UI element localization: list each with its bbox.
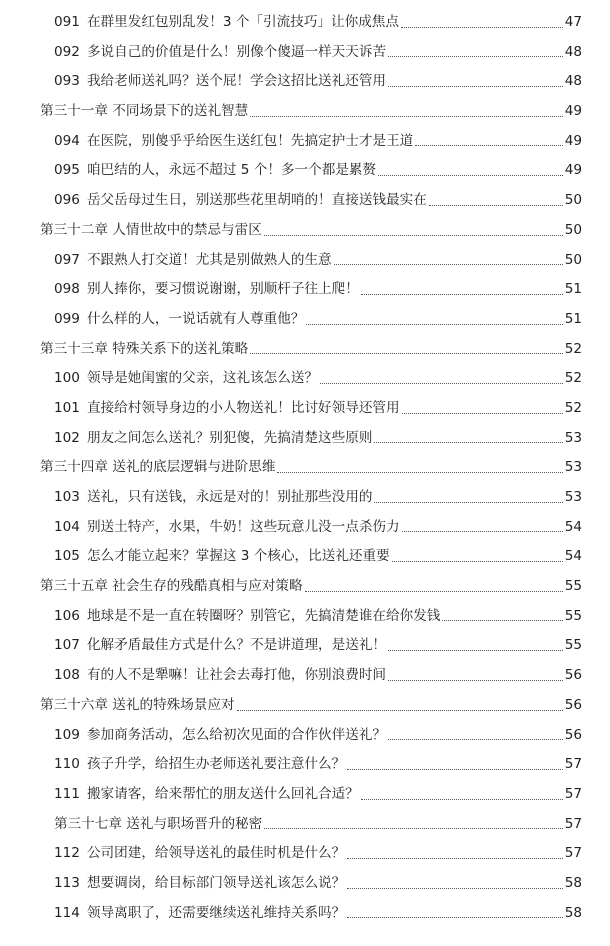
toc-page-number: 49 [564, 162, 582, 179]
dot-leader [374, 441, 562, 443]
toc-page-number: 52 [564, 340, 582, 357]
dot-leader [334, 263, 563, 265]
toc-entry-title [54, 550, 390, 564]
toc-page-number: 49 [564, 132, 582, 149]
toc-entry[interactable] [0, 305, 610, 335]
dot-leader [347, 857, 562, 859]
dot-leader [442, 619, 562, 621]
dot-leader [347, 768, 562, 770]
toc-entry-title [54, 815, 263, 832]
toc-entry-number: 096 [54, 192, 80, 209]
toc-entry-title [40, 580, 303, 594]
toc-entry[interactable] [0, 899, 610, 929]
dot-leader [378, 174, 563, 176]
dot-leader [374, 501, 562, 503]
toc-chapter-heading[interactable] [0, 453, 610, 483]
toc-entry-text: 多说自己的价值是什么！别像个傻逼一样天天诉苦 [86, 43, 387, 60]
toc-entry[interactable] [0, 186, 610, 216]
toc-entry-text: 地球是不是一直在转圈呀？别管它，先搞清楚谁在给你发钱 [86, 607, 441, 624]
toc-entry-title [54, 399, 400, 416]
toc-entry-title [54, 518, 400, 535]
toc-chapter-heading[interactable] [0, 335, 610, 365]
toc-entry[interactable] [0, 38, 610, 68]
toc-entry-text: 咱巴结的人，永远不超过 5 个！多一个都是累赘 [86, 162, 377, 179]
toc-entry-text: 什么样的人，一说话就有人尊重他？ [86, 310, 305, 327]
toc-entry-title [54, 874, 346, 891]
toc-entry-number: 108 [54, 667, 80, 684]
toc-entry-title [54, 639, 386, 653]
toc-entry[interactable] [0, 631, 610, 661]
toc-page-number: 51 [564, 310, 582, 327]
toc-page-number: 49 [564, 103, 582, 120]
toc-page-number: 57 [564, 845, 582, 862]
toc-entry-title [54, 758, 345, 772]
dot-leader [388, 85, 563, 87]
toc-chapter-heading[interactable] [0, 216, 610, 246]
toc-entry-title [40, 221, 262, 238]
toc-entry-text: 朋友之间怎么送礼？别犯傻，先搞清楚这些原则 [86, 429, 373, 446]
toc-entry-number: 109 [54, 726, 80, 743]
toc-entry-number: 095 [54, 162, 80, 179]
toc-entry-title [54, 785, 359, 802]
toc-chapter-heading[interactable] [0, 97, 610, 127]
dot-leader [402, 530, 563, 532]
toc-entry-number: 112 [54, 845, 80, 862]
toc-entry-text: 想要调岗，给目标部门领导送礼该怎么说？ [86, 874, 346, 891]
toc-entry-number: 102 [54, 429, 80, 446]
dot-leader [237, 709, 563, 711]
toc-entry-text: 第三十四章 送礼的底层逻辑与进阶思维 [40, 459, 276, 476]
toc-entry-text: 直接给村领导身边的小人物送礼！比讨好领导还管用 [86, 399, 400, 416]
toc-entry[interactable] [0, 246, 610, 276]
toc-entry-text: 送礼，只有送钱，永远是对的！别扯那些没用的 [86, 489, 373, 506]
dot-leader [306, 323, 562, 325]
toc-page-number: 50 [564, 221, 582, 238]
toc-entry[interactable] [0, 156, 610, 186]
dot-leader [392, 560, 563, 562]
toc-entry-title [54, 904, 346, 921]
toc-entry-text: 有的人不是犟嘛！让社会去毒打他，你别浪费时间 [86, 667, 387, 684]
toc-entry-title [54, 726, 387, 743]
toc-page-number: 57 [564, 785, 582, 802]
toc-entry-text: 孩子升学，给招生办老师送礼要注意什么？ [86, 756, 346, 773]
toc-entry-title [54, 194, 427, 208]
toc-entry-title [54, 491, 372, 505]
toc-page-number: 56 [564, 667, 582, 684]
toc-page-number: 54 [564, 518, 582, 535]
toc-page-number: 51 [564, 281, 582, 298]
toc-entry-text: 化解矛盾最佳方式是什么？不是讲道理，是送礼！ [86, 637, 387, 654]
toc-entry[interactable] [0, 661, 610, 691]
toc-entry[interactable] [0, 8, 610, 38]
toc-entry-number: 103 [54, 489, 80, 506]
toc-page-number: 56 [564, 696, 582, 713]
toc-page-number: 53 [564, 429, 582, 446]
toc-entry-number: 101 [54, 399, 80, 416]
toc-page-number: 52 [564, 370, 582, 387]
toc-page-number: 52 [564, 399, 582, 416]
toc-chapter-heading[interactable] [0, 691, 610, 721]
toc-entry-title [54, 847, 345, 861]
toc-entry-title [40, 696, 235, 713]
dot-leader [401, 26, 563, 28]
dot-leader [429, 204, 563, 206]
toc-entry[interactable] [0, 424, 610, 454]
toc-entry[interactable] [0, 364, 610, 394]
dot-leader [264, 827, 562, 829]
toc-page-number: 56 [564, 726, 582, 743]
dot-leader [264, 234, 563, 236]
dot-leader [250, 352, 562, 354]
dot-leader [361, 798, 563, 800]
toc-page-number: 54 [564, 548, 582, 565]
toc-entry[interactable] [0, 602, 610, 632]
toc-entry-title [54, 43, 387, 60]
toc-page-number: 50 [564, 251, 582, 268]
toc-entry-title [54, 310, 305, 327]
toc-entry-text: 领导离职了，还需要继续送礼维持关系吗？ [86, 904, 346, 921]
toc-page-number: 57 [564, 756, 582, 773]
toc-entry-title [54, 75, 386, 89]
toc-entry-text: 第三十七章 送礼与职场晋升的秘密 [54, 815, 263, 832]
toc-entry-number: 107 [54, 637, 80, 654]
toc-entry[interactable] [0, 513, 610, 543]
toc-entry-number: 110 [54, 756, 80, 773]
toc-entry-number: 106 [54, 607, 80, 624]
dot-leader [305, 590, 563, 592]
toc-entry-text: 参加商务活动，怎么给初次见面的合作伙伴送礼？ [86, 726, 387, 743]
toc-entry-number: 097 [54, 251, 80, 268]
toc-entry-text: 公司团建，给领导送礼的最佳时机是什么？ [86, 845, 346, 862]
dot-leader [347, 916, 562, 918]
toc-entry-text: 在群里发红包别乱发！3 个「引流技巧」让你成焦点 [86, 14, 399, 31]
toc-entry-title [40, 105, 248, 119]
toc-page-number: 47 [564, 14, 582, 31]
dot-leader [388, 55, 563, 57]
toc-page-number: 53 [564, 489, 582, 506]
toc-page-number: 55 [564, 607, 582, 624]
toc-entry-number: 104 [54, 518, 80, 535]
toc-chapter-heading[interactable] [0, 810, 610, 840]
toc-page-number: 58 [564, 874, 582, 891]
toc-entry[interactable] [0, 721, 610, 751]
toc-entry-number: 094 [54, 132, 80, 149]
toc-page-number: 58 [564, 904, 582, 921]
toc-page-number: 55 [564, 578, 582, 595]
toc-entry-text: 搬家请客，给来帮忙的朋友送什么回礼合适？ [86, 785, 359, 802]
toc-entry[interactable] [0, 127, 610, 157]
toc-entry-text: 别送土特产，水果，牛奶！这些玩意儿没一点杀伤力 [86, 518, 400, 535]
dot-leader [388, 679, 563, 681]
toc-entry-title [54, 251, 332, 268]
toc-entry-number: 100 [54, 370, 80, 387]
toc-entry-number: 111 [54, 785, 80, 802]
toc-entry-number: 114 [54, 904, 80, 921]
dot-leader [361, 293, 563, 295]
toc-entry-number: 113 [54, 874, 80, 891]
toc-entry-number: 105 [54, 548, 80, 565]
toc-entry-text: 我给老师送礼吗？送个屁！学会这招比送礼还管用 [86, 73, 387, 90]
toc-entry-title [54, 283, 359, 297]
toc-entry-title [54, 607, 441, 624]
toc-page-number: 48 [564, 43, 582, 60]
dot-leader [402, 412, 563, 414]
toc-page-number: 57 [564, 815, 582, 832]
toc-entry[interactable] [0, 750, 610, 780]
toc-page-number: 48 [564, 73, 582, 90]
toc-entry-title [54, 16, 399, 30]
toc-entry[interactable] [0, 275, 610, 305]
toc-entry-title [54, 429, 373, 446]
toc-page-number: 50 [564, 192, 582, 209]
toc-chapter-heading[interactable] [0, 572, 610, 602]
toc-entry-number: 099 [54, 310, 80, 327]
toc-entry[interactable] [0, 542, 610, 572]
dot-leader [277, 471, 562, 473]
toc-entry-title [40, 461, 275, 475]
toc-entry-title [40, 340, 249, 357]
toc-entry-text: 第三十五章 社会生存的残酷真相与应对策略 [40, 578, 303, 595]
toc-entry-title [54, 669, 386, 683]
toc-entry-text: 怎么才能立起来？掌握这 3 个核心，比送礼还重要 [86, 548, 390, 565]
dot-leader [250, 115, 562, 117]
dot-leader [320, 382, 563, 384]
toc-entry-number: 092 [54, 43, 80, 60]
toc-entry-number: 093 [54, 73, 80, 90]
toc-entry-number: 091 [54, 14, 80, 31]
toc-page-number: 55 [564, 637, 582, 654]
toc-entry-text: 别人捧你，要习惯说谢谢，别顺杆子往上爬！ [86, 281, 359, 298]
dot-leader [415, 144, 562, 146]
dot-leader [388, 738, 563, 740]
toc-entry[interactable] [0, 780, 610, 810]
toc-entry[interactable] [0, 483, 610, 513]
toc-entry-text: 第三十一章 不同场景下的送礼智慧 [40, 103, 249, 120]
toc-entry-text: 第三十六章 送礼的特殊场景应对 [40, 696, 235, 713]
toc-entry-title [54, 164, 376, 178]
toc-entry-text: 领导是她闺蜜的父亲，这礼该怎么送？ [86, 370, 319, 387]
toc-entry[interactable] [0, 839, 610, 869]
toc-entry-text: 第三十二章 人情世故中的禁忌与雷区 [40, 221, 262, 238]
toc-entry-title [54, 372, 318, 386]
toc-entry-text: 在医院，别傻乎乎给医生送红包！先搞定护士才是王道 [86, 132, 414, 149]
toc-entry-text: 岳父岳母过生日，别送那些花里胡哨的！直接送钱最实在 [86, 192, 427, 209]
dot-leader [388, 649, 563, 651]
toc-entry-text: 第三十三章 特殊关系下的送礼策略 [40, 340, 249, 357]
toc-entry-text: 不跟熟人打交道！尤其是别做熟人的生意 [86, 251, 332, 268]
toc-entry-number: 098 [54, 281, 80, 298]
toc-page-number: 53 [564, 459, 582, 476]
toc-entry[interactable] [0, 67, 610, 97]
toc-entry[interactable] [0, 869, 610, 899]
dot-leader [347, 887, 562, 889]
toc-entry[interactable] [0, 394, 610, 424]
toc-entry-title [54, 132, 414, 149]
